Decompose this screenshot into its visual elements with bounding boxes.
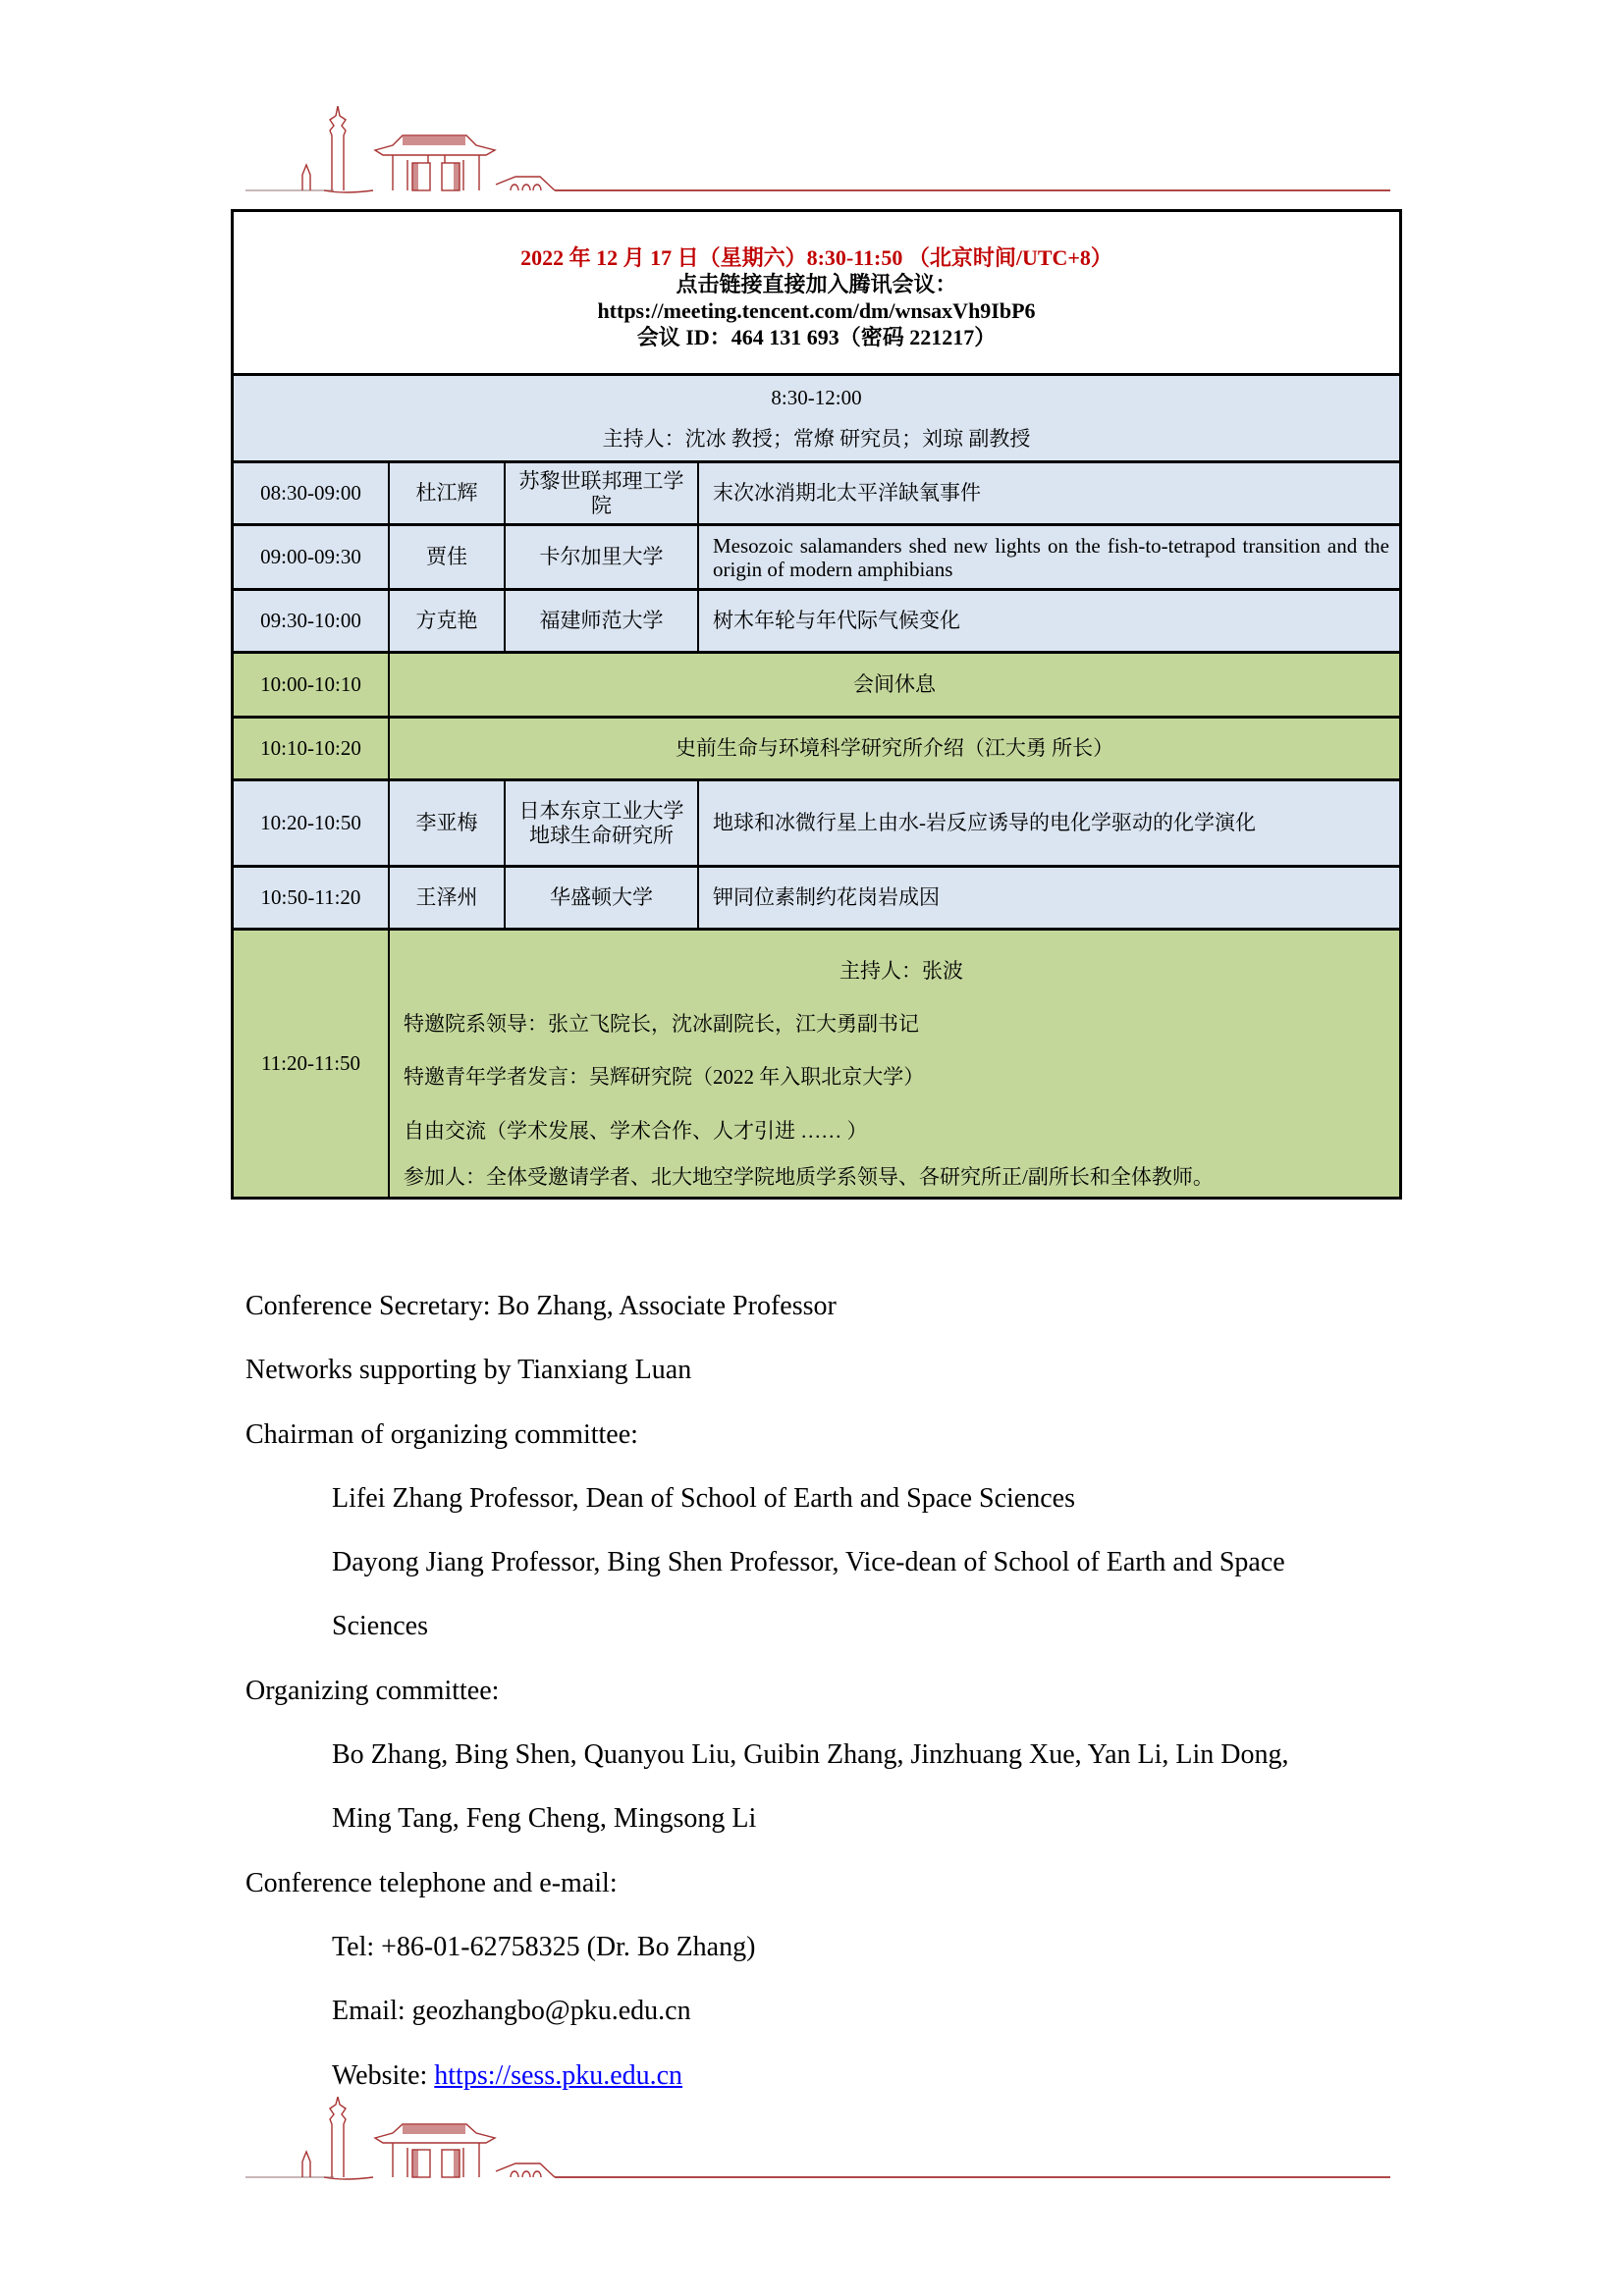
- committee-label: Organizing committee:: [245, 1675, 500, 1706]
- header-banner: [245, 106, 1390, 194]
- conference-info: [245, 1274, 1404, 2108]
- break-label: 史前生命与环境科学研究所介绍（江大勇 所长）: [388, 719, 1399, 778]
- email: Email: geozhangbo@pku.edu.cn: [332, 1996, 691, 2027]
- meeting-date: 2022 年 12 月 17 日（星期六）8:30-11:50 （北京时间/UTC+8）: [520, 245, 1112, 270]
- contact-label: Conference telephone and e-mail:: [245, 1867, 618, 1898]
- session-hosts: 主持人：沈冰 教授；常燎 研究员；刘琼 副教授: [602, 427, 1031, 451]
- chairman-line: Dayong Jiang Professor, Bing Shen Professor, Vice-dean of School of Earth and Space: [332, 1547, 1285, 1578]
- talk-title: 地球和冰微行星上由水-岩反应诱导的电化学驱动的化学演化: [697, 781, 1399, 865]
- table-row: [231, 526, 1402, 591]
- session-header: [231, 376, 1402, 463]
- talk-speaker: 贾佳: [388, 526, 504, 588]
- talk-institution: 卡尔加里大学: [504, 526, 697, 588]
- closing-line: 自由交流（学术发展、学术合作、人才引进 …… ）: [404, 1118, 868, 1143]
- talk-time: 08:30-09:00: [260, 481, 361, 505]
- talk-speaker: 杜江辉: [388, 463, 504, 523]
- break-label: 会间休息: [388, 654, 1399, 716]
- footer-banner: [245, 2097, 1390, 2185]
- closing-host: 主持人：张波: [839, 958, 963, 983]
- schedule-table: [231, 209, 1402, 1200]
- talk-time: 09:30-10:00: [260, 609, 361, 632]
- break-row: [231, 654, 1402, 719]
- website-label: Website:: [332, 2059, 435, 2091]
- talk-institution: 华盛顿大学: [504, 868, 697, 928]
- break-row: [231, 719, 1402, 781]
- talk-time: 10:50-11:20: [260, 885, 361, 909]
- talk-speaker: 方克艳: [388, 591, 504, 651]
- talk-title: Mesozoic salamanders shed new lights on the fish-to-tetrapod transition and the origin of modern amphibians: [697, 526, 1399, 588]
- talk-speaker: 李亚梅: [388, 781, 504, 865]
- join-prompt: 点击链接直接加入腾讯会议：: [676, 272, 957, 296]
- network-line: Networks supporting by Tianxiang Luan: [245, 1355, 692, 1386]
- break-time: 10:10-10:20: [260, 736, 361, 760]
- campus-gate-illustration-icon: [245, 2097, 1390, 2185]
- talk-title: 末次冰消期北太平洋缺氧事件: [697, 463, 1399, 523]
- break-time: 10:00-10:10: [260, 672, 361, 696]
- website-link[interactable]: https://sess.pku.edu.cn: [434, 2059, 683, 2091]
- table-row: [231, 463, 1402, 526]
- chairman-line: Sciences: [332, 1611, 428, 1642]
- talk-time: 09:00-09:30: [260, 545, 361, 568]
- committee-line: Ming Tang, Feng Cheng, Mingsong Li: [332, 1803, 757, 1835]
- telephone: Tel: +86-01-62758325 (Dr. Bo Zhang): [332, 1931, 756, 1962]
- meeting-link[interactable]: https://meeting.tencent.com/dm/wnsaxVh9IbP6: [597, 298, 1036, 323]
- talk-title: 钾同位素制约花岗岩成因: [697, 868, 1399, 928]
- closing-line: 特邀院系领导：张立飞院长，沈冰副院长，江大勇副书记: [404, 1012, 919, 1037]
- talk-institution: 福建师范大学: [504, 591, 697, 651]
- table-row: [231, 868, 1402, 931]
- campus-gate-illustration-icon: [245, 106, 1390, 194]
- closing-details: [388, 931, 1399, 1197]
- closing-time: 11:20-11:50: [260, 1051, 361, 1075]
- chairman-label: Chairman of organizing committee:: [245, 1418, 638, 1450]
- closing-line: 参加人：全体受邀请学者、北大地空学院地质学系领导、各研究所正/副所长和全体教师。: [404, 1164, 1214, 1189]
- chairman-line: Lifei Zhang Professor, Dean of School of Earth and Space Sciences: [332, 1482, 1075, 1514]
- table-row: [231, 591, 1402, 654]
- closing-row: [231, 931, 1402, 1200]
- meeting-id: 会议 ID：464 131 693（密码 221217）: [636, 325, 997, 349]
- closing-line: 特邀青年学者发言：吴辉研究院（2022 年入职北京大学）: [404, 1065, 925, 1090]
- talk-institution: 日本东京工业大学地球生命研究所: [504, 781, 697, 865]
- table-row: [231, 781, 1402, 868]
- talk-title: 树木年轮与年代际气候变化: [697, 591, 1399, 651]
- talk-institution: 苏黎世联邦理工学院: [504, 463, 697, 523]
- committee-line: Bo Zhang, Bing Shen, Quanyou Liu, Guibin Zhang, Jinzhuang Xue, Yan Li, Lin Dong,: [332, 1739, 1289, 1771]
- talk-speaker: 王泽州: [388, 868, 504, 928]
- meeting-info-header: [231, 209, 1402, 376]
- talk-time: 10:20-10:50: [260, 811, 361, 834]
- secretary-line: Conference Secretary: Bo Zhang, Associate Professor: [245, 1291, 837, 1321]
- session-time: 8:30-12:00: [771, 386, 862, 409]
